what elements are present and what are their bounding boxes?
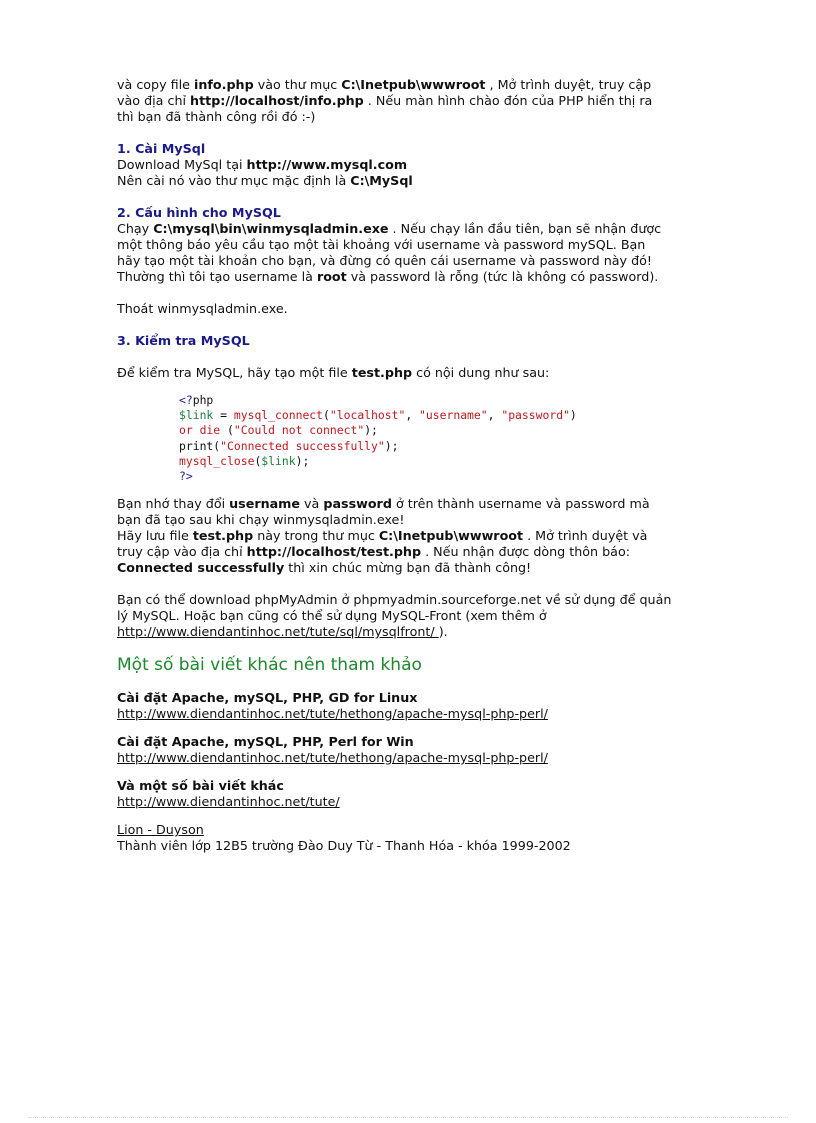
- section-install-mysql: 1. Cài MySql Download MySql tại http://www.mysql.com Nên cài nó vào thư mục mặc định là C:\MySql: [117, 141, 721, 189]
- after-code-paragraph: Bạn nhớ thay đổi username và password ở trên thành username và password mà bạn đã tạo sau khi chạy winmysqladmin.exe! Hãy lưu file test.php này trong thư mục C:\Inetpub\wwwroot . Mở trình duyệt và truy cập vào địa chỉ http://localhost/test.php . Nếu nhận được dòng thôn báo: Connected successfully thì xin chúc mừng bạn đã thành công! Bạn có thể download phpMyAdmin ở phpmyadmin.sourceforge.net về sử dụng để quản lý MySQL. Hoặc bạn cũng có thể sử dụng MySQL-Front (xem thêm ở http://www.diendantinhoc.net/tute/sql/mysqlfront/ ).: [117, 496, 672, 640]
- section-configure-mysql: 2. Cấu hình cho MySQL Chạy C:\mysql\bin\winmysqladmin.exe . Nếu chạy lần đầu tiên, bạn sẽ nhận được một thông báo yêu cầu tạo một tài khoảng với username và password mySQL. Bạn hãy tạo một tài khoản cho bạn, và đừng có quên cái username và password này đó! Thường thì tôi tạo username là root và password là rỗng (tức là không có password). Thoát winmysqladmin.exe.: [117, 205, 721, 317]
- section-test-mysql: 3. Kiểm tra MySQL Để kiểm tra MySQL, hãy tạo một file test.php có nội dung như sau:: [117, 333, 721, 381]
- intro-paragraph: và copy file info.php vào thư mục C:\Inetpub\wwwroot , Mở trình duyệt, truy cập vào địa chỉ http://localhost/info.php . Nếu màn hình chào đón của PHP hiển thị ra thì bạn đã thành công rồi đó :-): [117, 77, 653, 124]
- section-heading: 1. Cài MySql: [117, 141, 206, 156]
- author-signature: [117, 822, 721, 854]
- page-bottom-border: [28, 1117, 788, 1118]
- document-page: [117, 77, 721, 854]
- section-heading: 2. Cấu hình cho MySQL: [117, 205, 281, 220]
- related-articles-heading: Một số bài viết khác nên tham khảo: [117, 655, 422, 676]
- related-article: Cài đặt Apache, mySQL, PHP, Perl for Win http://www.diendantinhoc.net/tute/hethong/apache-mysql-php-perl/: [117, 734, 548, 766]
- php-code-block: <?php $link = mysql_connect("localhost", "username", "password") or die ("Could not connect"); print("Connected successfully"); mysql_close($link); ?>: [179, 393, 577, 484]
- article-link[interactable]: http://www.diendantinhoc.net/tute/hethong/apache-mysql-php-perl/: [117, 706, 548, 722]
- article-link[interactable]: http://www.diendantinhoc.net/tute/hethong/apache-mysql-php-perl/: [117, 750, 548, 766]
- related-article: Và một số bài viết khác http://www.diendantinhoc.net/tute/: [117, 778, 340, 810]
- author-affiliation: Thành viên lớp 12B5 trường Đào Duy Từ - Thanh Hóa - khóa 1999-2002: [117, 838, 571, 854]
- section-heading: 3. Kiểm tra MySQL: [117, 333, 250, 348]
- mysqlfront-link[interactable]: http://www.diendantinhoc.net/tute/sql/mysqlfront/: [117, 624, 439, 640]
- related-article: Cài đặt Apache, mySQL, PHP, GD for Linux http://www.diendantinhoc.net/tute/hethong/apache-mysql-php-perl/: [117, 690, 548, 722]
- author-name: Lion - Duyson: [117, 822, 204, 838]
- article-link[interactable]: http://www.diendantinhoc.net/tute/: [117, 794, 340, 810]
